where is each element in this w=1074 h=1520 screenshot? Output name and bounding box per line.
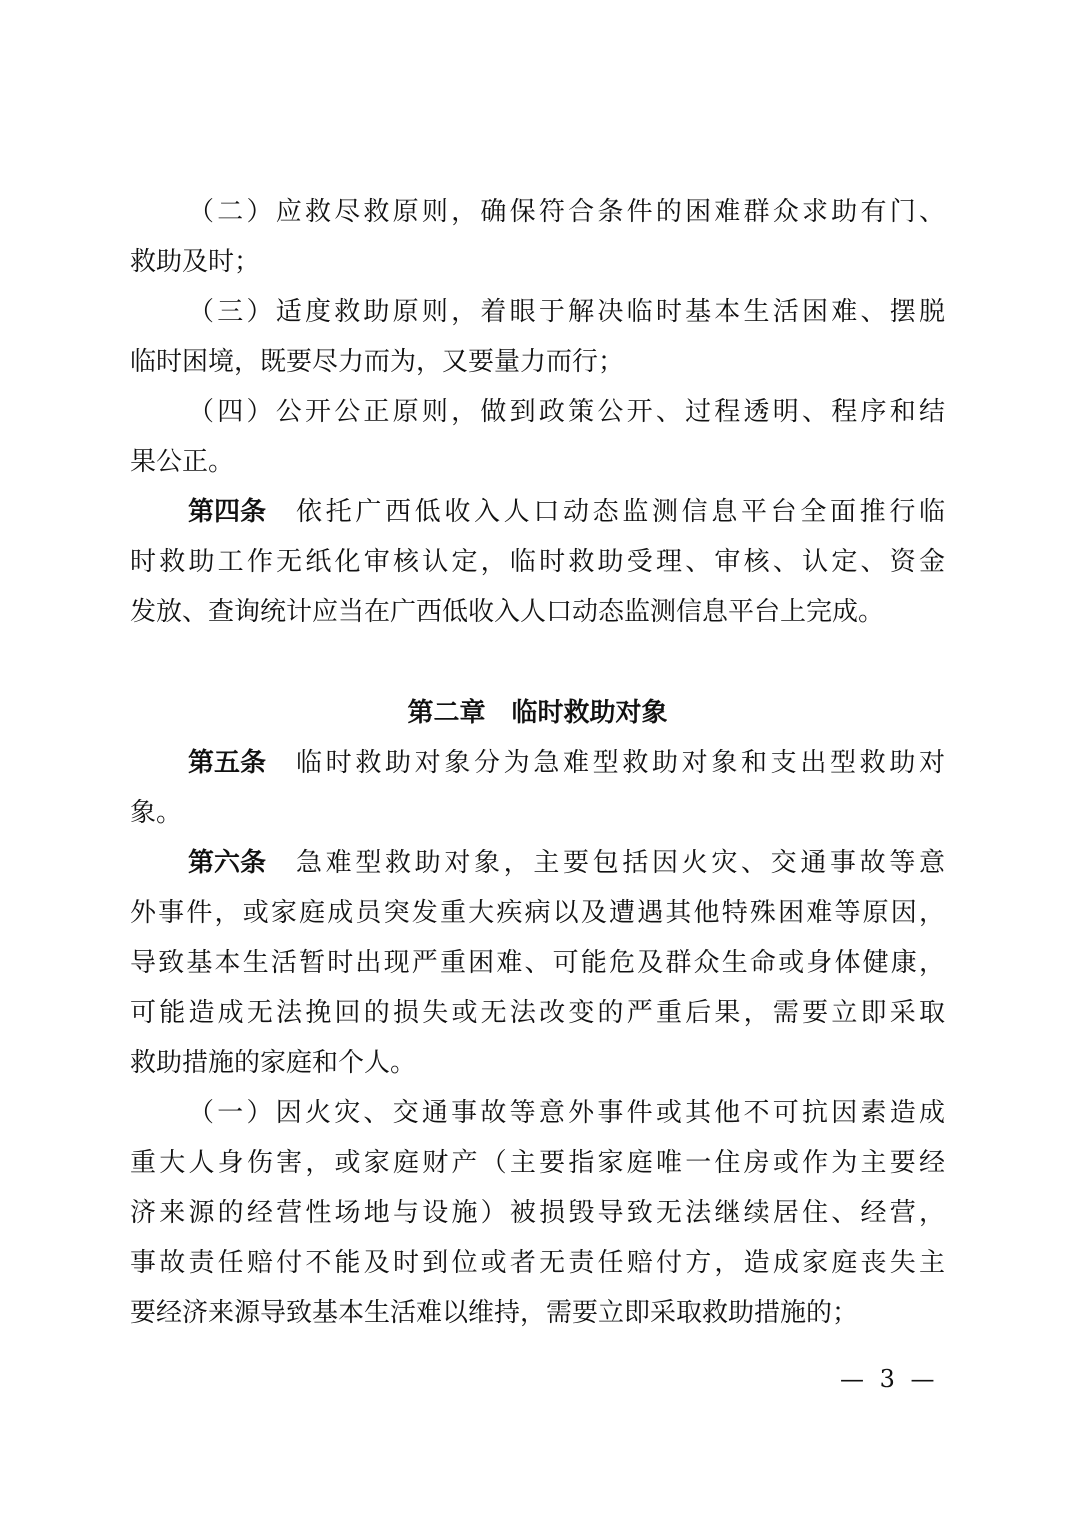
article-label: 第四条 (188, 497, 267, 527)
blank-line (130, 637, 945, 688)
text-line (130, 287, 945, 337)
line-text: 临时困境，既要尽力而为，又要量力而行； (130, 347, 625, 377)
text-line (130, 1088, 945, 1138)
paragraph (130, 738, 945, 838)
text-line (130, 988, 945, 1038)
line-text: （三）适度救助原则，着眼于解决临时基本生活困难、摆脱 (188, 297, 945, 327)
paragraph (130, 838, 945, 1088)
text-line (130, 437, 945, 487)
section-recipients (130, 738, 945, 1338)
text-line (130, 1038, 945, 1088)
paragraph (130, 387, 945, 487)
page-number: — 3 — (840, 1365, 939, 1393)
document-body (130, 187, 945, 1338)
line-text: 发放、查询统计应当在广西低收入人口动态监测信息平台上完成。 (130, 597, 885, 627)
text-line (130, 1238, 945, 1288)
line-text: 导致基本生活暂时出现严重困难、可能危及群众生命或身体健康， (130, 948, 945, 978)
text-line (130, 1188, 945, 1238)
line-text: 临时救助对象分为急难型救助对象和支出型救助对 (296, 748, 945, 778)
paragraph (130, 187, 945, 287)
line-text: （四）公开公正原则，做到政策公开、过程透明、程序和结 (188, 397, 945, 427)
line-text: （一）因火灾、交通事故等意外事件或其他不可抗因素造成 (188, 1098, 945, 1128)
text-line (130, 387, 945, 437)
line-text: 果公正。 (130, 447, 235, 477)
text-line (130, 237, 945, 287)
text-line (130, 487, 945, 537)
article-label: 第六条 (188, 848, 267, 878)
paragraph (130, 487, 945, 637)
line-text: 事故责任赔付不能及时到位或者无责任赔付方，造成家庭丧失主 (130, 1248, 945, 1278)
line-text: 可能造成无法挽回的损失或无法改变的严重后果，需要立即采取 (130, 998, 945, 1028)
article-label: 第五条 (188, 748, 267, 778)
text-line (130, 788, 945, 838)
line-text: 要经济来源导致基本生活难以维持，需要立即采取救助措施的； (130, 1298, 859, 1328)
line-text: 急难型救助对象，主要包括因火灾、交通事故等意 (296, 848, 945, 878)
paragraph (130, 287, 945, 387)
line-text: 救助及时； (130, 247, 261, 277)
line-text: 救助措施的家庭和个人。 (130, 1048, 417, 1078)
text-line (130, 337, 945, 387)
line-text: 重大人身伤害，或家庭财产（主要指家庭唯一住房或作为主要经 (130, 1148, 945, 1178)
text-line (130, 738, 945, 788)
paragraph (130, 1088, 945, 1338)
line-text: 时救助工作无纸化审核认定，临时救助受理、审核、认定、资金 (130, 547, 945, 577)
text-line (130, 187, 945, 237)
line-text: 外事件，或家庭成员突发重大疾病以及遭遇其他特殊困难等原因， (130, 898, 945, 928)
section-general-principles (130, 187, 945, 637)
line-text: 依托广西低收入人口动态监测信息平台全面推行临 (296, 497, 945, 527)
text-line (130, 587, 945, 637)
text-line (130, 537, 945, 587)
text-line (130, 1288, 945, 1338)
text-line (130, 838, 945, 888)
line-text: 象。 (130, 798, 183, 828)
text-line (130, 888, 945, 938)
line-text: 济来源的经营性场地与设施）被损毁导致无法继续居住、经营， (130, 1198, 945, 1228)
line-text: （二）应救尽救原则，确保符合条件的困难群众求助有门、 (188, 197, 945, 227)
chapter-heading: 第二章 临时救助对象 (407, 698, 668, 728)
text-line (130, 938, 945, 988)
text-line (130, 1138, 945, 1188)
